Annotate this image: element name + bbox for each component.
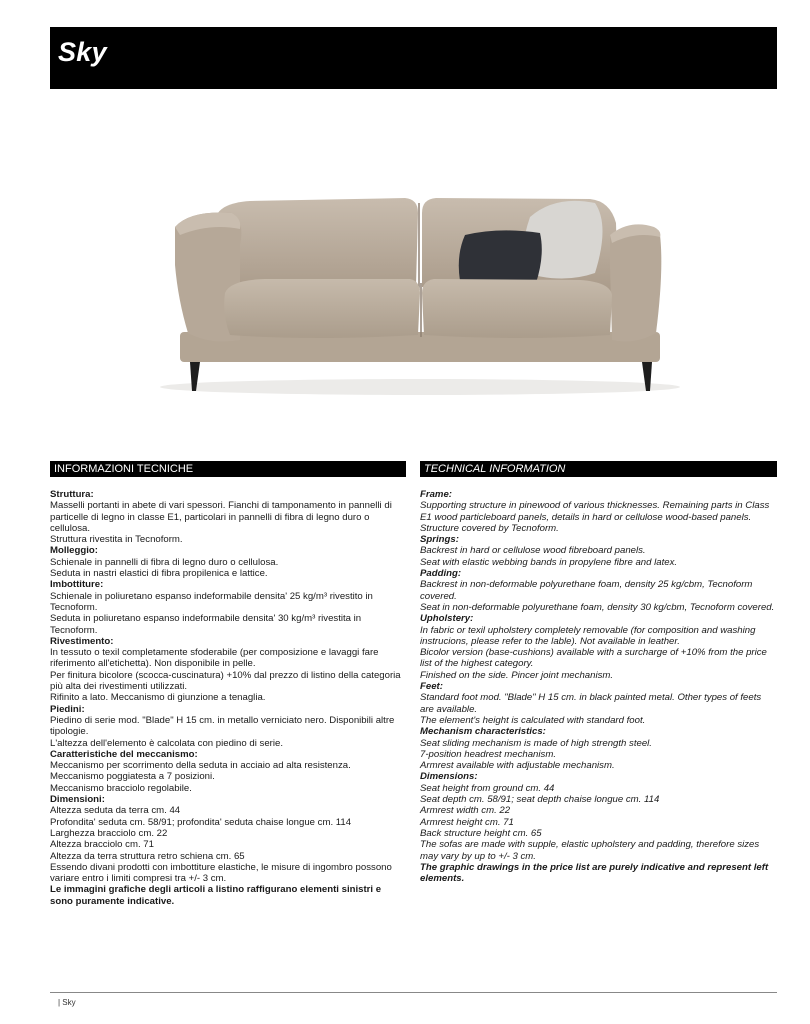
spec-text: Altezza da terra struttura retro schiena cm. 65 xyxy=(50,850,245,862)
spec-heading: Upholstery: xyxy=(420,613,474,625)
spec-text: Seat height from ground cm. 44 xyxy=(420,782,555,794)
spec-text: In tessuto o texil completamente sfoderabile (per composizione e lavaggi fare riferimento all'etichetta). Non disponibile in pelle. xyxy=(50,647,379,670)
spec-heading: Struttura: xyxy=(50,489,94,500)
spec-heading: Rivestimento: xyxy=(50,635,114,647)
spec-heading: Dimensioni: xyxy=(50,794,105,806)
spec-text: Armrest available with adjustable mechanism. xyxy=(420,760,615,772)
spec-text: Seduta in poliuretano espanso indeformabile densita' 30 kg/m³ rivestita in Tecnoform. xyxy=(50,613,362,636)
spec-text: Essendo divani prodotti con imbottiture elastiche, le misure di ingombro possono variare entro i limiti compresi tra +/- 3 cm. xyxy=(50,861,392,885)
spec-text: Larghezza bracciolo cm. 22 xyxy=(50,827,168,839)
spec-text: Altezza seduta da terra cm. 44 xyxy=(50,805,181,817)
page-title: Sky xyxy=(58,37,107,67)
technical-info-english xyxy=(420,461,777,884)
spec-text: Schienale in pannelli di fibra di legno duro o cellulosa. xyxy=(50,556,279,568)
spec-text: Rifinito a lato. Meccanismo di giunzione a tenaglia. xyxy=(50,692,266,704)
spec-text: In fabric or texil upholstery completely removable (for composition and washing instrucions, please refer to the lable). Not available in leather. xyxy=(420,624,756,647)
spec-text: Armrest width cm. 22 xyxy=(420,805,511,817)
footer-divider xyxy=(50,992,777,993)
spec-text: Meccanismo per scorrimento della seduta in acciaio ad alta resistenza. xyxy=(50,760,351,772)
spec-text: Meccanismo bracciolo regolabile. xyxy=(50,782,192,794)
spec-text: Seduta in nastri elastici di fibra propilenica e lattice. xyxy=(50,568,268,580)
spec-text: Bicolor version (base-cushions) available with a surcharge of +10% from the price list of the highest category. xyxy=(420,647,767,670)
sofa-illustration xyxy=(50,95,777,435)
page-header xyxy=(50,27,777,89)
spec-heading: Padding: xyxy=(420,568,462,580)
spec-text: Seat in non-deformable polyurethane foam, density 30 kg/cbm, Tecnoform covered. xyxy=(420,601,775,613)
spec-text: Backrest in non-deformable polyurethane foam, density 25 kg/cbm, Tecnoform covered. xyxy=(420,579,753,602)
spec-heading: Molleggio: xyxy=(50,545,98,557)
section-body xyxy=(50,489,406,907)
spec-text: Per finitura bicolore (scocca-cuscinatura) +10% dal prezzo di listino della categoria più alta dei rivestimenti utilizzati. xyxy=(50,669,401,693)
spec-heading: Mechanism characteristics: xyxy=(420,726,546,738)
spec-text: Supporting structure in pinewood of various thicknesses. Remaining parts in Class E1 wood particleboard panels, details in hard or cellulose wood-based panels. xyxy=(420,500,770,523)
spec-text: Struttura rivestita in Tecnoform. xyxy=(50,534,183,546)
spec-text: Standard foot mod. "Blade" H 15 cm. in black painted metal. Other types of feets are available. xyxy=(420,692,762,715)
spec-heading: Caratteristiche del meccanismo: xyxy=(50,748,198,760)
spec-heading: Piedini: xyxy=(50,703,85,715)
footer-label: | Sky xyxy=(58,998,76,1007)
spec-text: Seat with elastic webbing bands in propylene fibre and latex. xyxy=(420,556,678,568)
section-heading: INFORMAZIONI TECNICHE xyxy=(50,461,406,477)
spec-text: Altezza bracciolo cm. 71 xyxy=(50,839,154,851)
section-body xyxy=(420,489,777,884)
spec-text: Structure covered by Tecnoform. xyxy=(420,522,559,534)
spec-text: Schienale in poliuretano espanso indeformabile densita' 25 kg/m³ rivestito in Tecnoform. xyxy=(50,590,373,613)
spec-text: Piedino di serie mod. "Blade" H 15 cm. in metallo verniciato nero. Disponibili altre tipologie. xyxy=(50,714,395,738)
spec-text: Seat depth cm. 58/91; seat depth chaise longue cm. 114 xyxy=(420,794,660,806)
sofa-image xyxy=(50,95,777,435)
spec-text: Back structure height cm. 65 xyxy=(420,827,542,839)
spec-heading: Dimensions: xyxy=(420,771,478,783)
spec-heading: Feet: xyxy=(420,681,443,693)
spec-text: 7-position headrest mechanism. xyxy=(420,748,556,760)
spec-text: Profondita' seduta cm. 58/91; profondita' seduta chaise longue cm. 114 xyxy=(50,816,352,828)
spec-text: Finished on the side. Pincer joint mechanism. xyxy=(420,669,614,681)
spec-text: The element's height is calculated with standard foot. xyxy=(420,714,646,726)
spec-heading: Springs: xyxy=(420,534,459,546)
technical-info-italian xyxy=(50,461,406,907)
section-heading: TECHNICAL INFORMATION xyxy=(420,461,777,477)
spec-text: Masselli portanti in abete di vari spessori. Fianchi di tamponamento in pannelli di particelle di legno in classe E1, particolari in pannelli di fibra di legno duro o cellulosa. xyxy=(50,500,392,534)
spec-heading: Frame: xyxy=(420,489,452,500)
spec-heading: Le immagini grafiche degli articoli a listino raffigurano elementi sinistri e sono puramente indicative. xyxy=(50,884,382,907)
spec-text: L'altezza dell'elemento è calcolata con piedino di serie. xyxy=(50,737,283,749)
spec-text: Meccanismo poggiatesta a 7 posizioni. xyxy=(50,771,215,783)
spec-text: Backrest in hard or cellulose wood fibreboard panels. xyxy=(420,545,646,557)
spec-heading: Imbottiture: xyxy=(50,579,104,591)
spec-text: Armrest height cm. 71 xyxy=(420,816,514,828)
spec-heading: The graphic drawings in the price list are purely indicative and represent left elements. xyxy=(420,861,769,885)
spec-text: The sofas are made with supple, elastic upholstery and padding, therefore sizes may vary by up to +/- 3 cm. xyxy=(420,839,760,862)
spec-text: Seat sliding mechanism is made of high strength steel. xyxy=(420,737,652,749)
